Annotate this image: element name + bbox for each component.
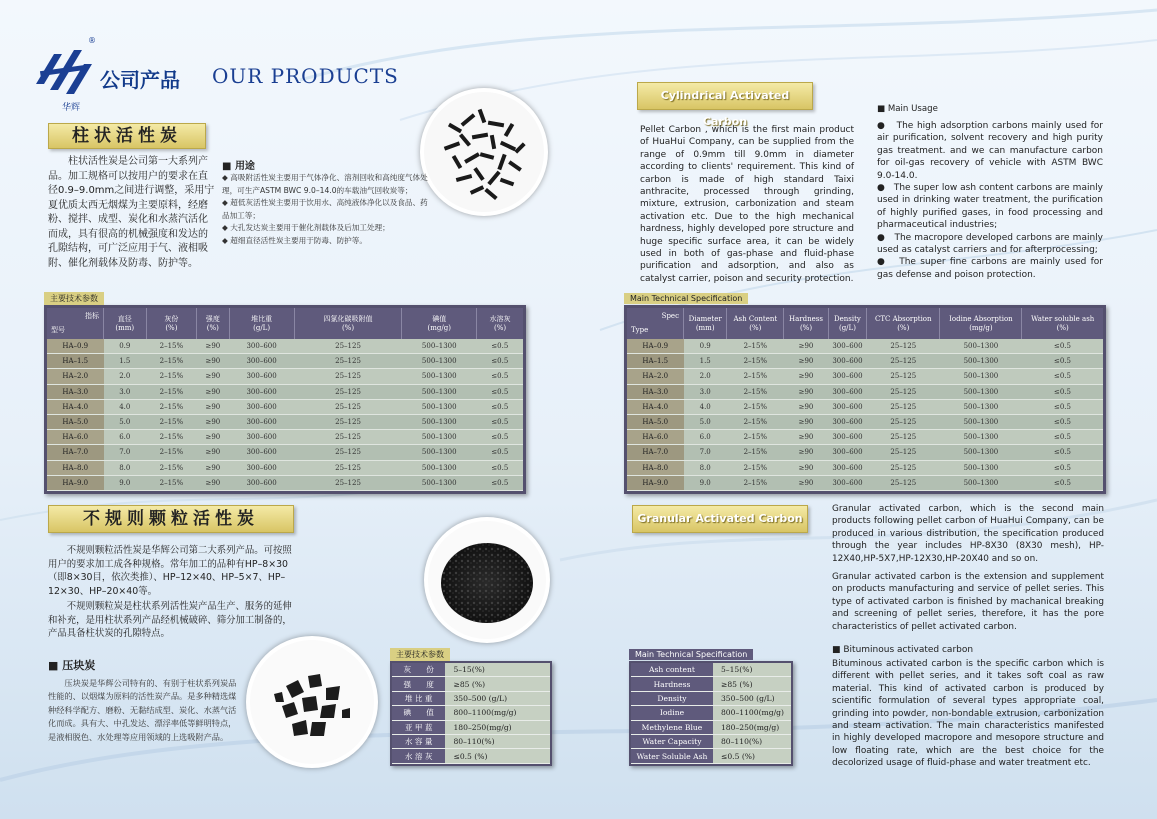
pellet-desc-cn: 柱状活性炭是公司第一大系列产品。加工规格可以按用户的要求在直径0.9–9.0mm之间进行调整，采用宁夏优质太西无烟煤为主要原料，经磨粉、搅拌、成型、炭化和水蒸汽活化而成，具有很高的机械强度和发达的孔隙结构，可广泛应用于气、液相吸附、催化剂载体及防毒、防护等。 [48,156,215,269]
param-value-cell: 5–15(%) [713,663,791,677]
pellet-desc-en: Pellet Carbon , which is the first main product of HuaHui Company, can be supplied from the range of 0.9mm till 9.0mm in diameter according to clients' requirement. This kind of carbon is made of high standard Taixi anthracite, processed through grinding, mixture, extrusion, carbonization and steam activation etc. Due to the high mechanical hardness, highly developed pore structure and huge specific surface area, it can be widely used in both of gas-phase and fluid-phase purification and adsorption, and also as catalyst carrier, poison and security protection. [640,125,854,284]
value-cell: 2–15% [146,475,197,490]
value-cell: 2–15% [727,460,784,475]
type-cell: HA–1.5 [47,354,104,369]
type-cell: HA–9.0 [627,475,684,490]
square-bullet-icon: ■ [48,659,63,672]
table-row [47,339,523,354]
param-value-cell: 80–110(%) [713,734,791,748]
value-cell: 25–125 [294,384,402,399]
value-cell: 25–125 [867,460,940,475]
value-cell: 7.0 [104,445,147,460]
value-cell: 500–1300 [402,445,477,460]
value-cell: ≥90 [784,399,828,414]
pellet-carbon-image [420,88,548,216]
granular-desc2-en: Granular activated carbon is the extension and supplement on products manufacturing and service of pellet series. This type of activated carbon is finished by machanical breaking and screening of pellet series, therefore, it has the pore characteristics of pellet activated carbon. [832,572,1104,632]
value-cell: 2.0 [684,369,727,384]
value-cell: 500–1300 [940,460,1022,475]
uses-heading-cn: 用途 [234,161,255,172]
value-cell: 300–600 [229,430,294,445]
spec-table-body [47,339,523,490]
table-row [631,734,791,748]
value-cell: 25–125 [294,399,402,414]
value-cell: 2–15% [146,339,197,354]
table-row [627,399,1103,414]
briquette-carbon-image [246,636,378,768]
pellet-spec-table-en [624,286,1106,494]
param-name-cell: Iodine [631,706,713,720]
table-row [47,414,523,429]
value-cell: 2–15% [727,354,784,369]
pellet-uses-cn [222,157,432,248]
value-cell: 25–125 [867,399,940,414]
value-cell: 2–15% [727,339,784,354]
param-name-cell: Water Capacity [631,734,713,748]
value-cell: 9.0 [684,475,727,490]
corner-top-en: Spec [661,312,679,320]
value-cell: 300–600 [828,430,866,445]
value-cell: 25–125 [867,339,940,354]
type-cell: HA–9.0 [47,475,104,490]
value-cell: 500–1300 [402,384,477,399]
use-item-en: ● The macropore developed carbons are mainly used as catalyst carriers and for afterprocessing; [877,232,1103,256]
col-header: Density (g/L) [828,308,866,339]
corner-bottom-cn: 型号 [51,326,65,334]
value-cell: 9.0 [104,475,147,490]
col-header: 强度 (%) [197,308,229,339]
value-cell: ≤0.5 [1022,475,1103,490]
value-cell: ≥90 [197,460,229,475]
value-cell: ≥90 [784,460,828,475]
value-cell: 25–125 [294,445,402,460]
value-cell: 300–600 [828,460,866,475]
value-cell: 500–1300 [940,430,1022,445]
value-cell: 2.0 [104,369,147,384]
pellet-title-cn: 柱状活性炭 [48,123,206,149]
value-cell: ≤0.5 [477,339,523,354]
value-cell: 25–125 [294,430,402,445]
type-cell: HA–0.9 [47,339,104,354]
table-row [47,445,523,460]
value-cell: 300–600 [229,445,294,460]
value-cell: 0.9 [684,339,727,354]
use-item-cn: ◆ 高吸附活性炭主要用于气体净化、溶剂回收和高纯度气体处理，可生产ASTM BWC 9.0–14.0的车载油气回收炭等； [222,173,428,195]
table-row [627,445,1103,460]
value-cell: 2–15% [146,430,197,445]
value-cell: 500–1300 [940,339,1022,354]
value-cell: 25–125 [294,475,402,490]
value-cell: 300–600 [828,384,866,399]
table-row [631,663,791,677]
value-cell: 25–125 [294,339,402,354]
granular-desc1-en: Granular activated carbon, which is the second main products following pellet carbon of HuaHui Company, can be produced in various distribution, the specification produced through the year includes HP-8X30 (8X30 mesh), HP-12X40,HP-5X7,HP-12X30,HP-20X40 and so on. [832,504,1104,564]
table-row [47,399,523,414]
pellet-uses-en [877,104,1103,281]
value-cell: 300–600 [229,399,294,414]
param-value-cell: 800–1100(mg/g) [445,706,550,720]
value-cell: ≤0.5 [1022,384,1103,399]
param-name-cell: Density [631,691,713,705]
value-cell: 25–125 [867,445,940,460]
table-row [627,430,1103,445]
value-cell: 500–1300 [402,414,477,429]
logo-english-title: OUR PRODUCTS [212,64,399,88]
corner-bottom-en: Type [631,326,649,334]
table-row [627,339,1103,354]
use-item-en: ● The super low ash content carbons are mainly used in drinking water treatment, the purification of highly purified gases, in food processing and pharmaceutical industries; [877,183,1103,231]
value-cell: 2–15% [146,460,197,475]
value-cell: ≥90 [784,354,828,369]
uses-heading-en: Main Usage [887,104,938,114]
table-row [392,677,550,691]
table-caption-en: Main Technical Specification [624,293,748,304]
table-row [47,384,523,399]
value-cell: 4.0 [104,399,147,414]
table-row [631,691,791,705]
pellet-spec-table-cn [44,286,526,494]
value-cell: ≥90 [197,354,229,369]
type-cell: HA–8.0 [47,460,104,475]
registered-mark: ® [88,36,96,45]
value-cell: 25–125 [294,354,402,369]
param-name-cell: 水 容 量 [392,734,445,748]
kv-table-body [631,663,791,763]
value-cell: ≥90 [784,414,828,429]
type-cell: HA–8.0 [627,460,684,475]
table-row [631,706,791,720]
briquette-section-cn [48,657,238,744]
value-cell: ≥90 [197,399,229,414]
type-cell: HA–2.0 [47,369,104,384]
value-cell: 2–15% [727,384,784,399]
use-item-cn: ◆ 大孔发达炭主要用于催化剂载体及后加工处理； [222,223,390,233]
value-cell: 300–600 [229,339,294,354]
type-cell: HA–2.0 [627,369,684,384]
value-cell: 2–15% [146,399,197,414]
value-cell: ≥90 [784,339,828,354]
type-cell: HA–3.0 [47,384,104,399]
value-cell: 300–600 [229,354,294,369]
col-header: 灰份 (%) [146,308,197,339]
value-cell: ≥90 [784,475,828,490]
col-header: 碘值 (mg/g) [402,308,477,339]
param-value-cell: 5–15(%) [445,663,550,677]
value-cell: 500–1300 [940,399,1022,414]
type-cell: HA–1.5 [627,354,684,369]
value-cell: ≥90 [197,369,229,384]
table-row [631,720,791,734]
value-cell: 2–15% [146,414,197,429]
granular-desc1-cn: 不规则颗粒活性炭是华辉公司第二大系列产品。可按照用户的要求加工成各种规格。常年加工的品种有HP–8×30（即8×30目，依次类推）、HP–12×40、HP–5×7、HP–12×30、HP–20×40等。 [48,545,292,597]
table-row [392,720,550,734]
col-header: 四氯化碳吸附值 (%) [294,308,402,339]
col-header: Hardness (%) [784,308,828,339]
table-row [392,691,550,705]
briquette-desc-cn: 压块炭是华辉公司特有的、有别于柱状系列炭品性能的、以烟煤为原料的活性炭产品。是多种精选煤种经科学配方、磨粉、无黏结成型、炭化、水蒸气活化而成。具有大、中孔发达、漂浮率低等鲜明特点，是液相脱色、水处理等应用领域的上选吸附产品。 [48,678,237,742]
table-row [47,430,523,445]
value-cell: 300–600 [229,414,294,429]
value-cell: 2–15% [727,430,784,445]
param-value-cell: 800–1100(mg/g) [713,706,791,720]
value-cell: 500–1300 [940,445,1022,460]
value-cell: ≥90 [197,339,229,354]
param-value-cell: 350–500 (g/L) [445,691,550,705]
param-value-cell: 80–110(%) [445,734,550,748]
use-item-cn: ◆ 超细直径活性炭主要用于防毒、防护等。 [222,235,367,245]
value-cell: 6.0 [684,430,727,445]
value-cell: ≤0.5 [1022,430,1103,445]
table-row [47,369,523,384]
value-cell: 500–1300 [402,354,477,369]
param-name-cell: 亚 甲 蓝 [392,720,445,734]
value-cell: ≥90 [197,445,229,460]
value-cell: 2–15% [146,445,197,460]
granular-carbon-image [424,517,550,643]
value-cell: ≤0.5 [1022,414,1103,429]
square-bullet-icon: ■ [222,161,235,172]
type-cell: HA–5.0 [47,414,104,429]
param-name-cell: 水 溶 灰 [392,749,445,763]
spec-table-body [627,339,1103,490]
value-cell: 300–600 [828,475,866,490]
value-cell: 2–15% [146,369,197,384]
granular-title-cn: 不规则颗粒活性炭 [48,505,294,533]
value-cell: 300–600 [229,369,294,384]
value-cell: 25–125 [867,369,940,384]
bituminous-desc-en: Bituminous activated carbon is the specific carbon which is different with pellet series, and it takes soft coal as raw material. This kind of activated carbon is produced by scientific formulation of several types appropriate coal, grinding into powder, non-bondable extrusion, carbonization and steam activation. The main characteristics manifested in highly developed macropore and mesopore structure and low floating rate, which are the best choice for the decolorized usage of fluid-phase and water treatment etc. [832,659,1104,769]
value-cell: 25–125 [867,414,940,429]
value-cell: 2–15% [146,384,197,399]
value-cell: ≤0.5 [477,460,523,475]
value-cell: 300–600 [229,384,294,399]
value-cell: ≤0.5 [477,369,523,384]
value-cell: 300–600 [229,475,294,490]
value-cell: ≥90 [784,445,828,460]
value-cell: ≥90 [197,414,229,429]
type-cell: HA–7.0 [627,445,684,460]
param-value-cell: 180–250(mg/g) [445,720,550,734]
value-cell: ≤0.5 [477,354,523,369]
table-row [631,749,791,763]
param-name-cell: 碘 值 [392,706,445,720]
value-cell: 500–1300 [402,369,477,384]
value-cell: 1.5 [104,354,147,369]
briquette-carbon-photo [246,636,378,768]
param-name-cell: Methylene Blue [631,720,713,734]
col-header: Iodine Absorption (mg/g) [940,308,1022,339]
value-cell: 8.0 [104,460,147,475]
value-cell: 500–1300 [402,460,477,475]
param-value-cell: ≥85 (%) [713,677,791,691]
value-cell: ≤0.5 [1022,399,1103,414]
value-cell: 0.9 [104,339,147,354]
type-cell: HA–4.0 [47,399,104,414]
col-header: 水溶灰 (%) [477,308,523,339]
value-cell: 500–1300 [940,369,1022,384]
table-row [47,354,523,369]
granular-spec-table-cn [390,642,552,766]
col-header: Ash Content (%) [727,308,784,339]
col-header: CTC Absorption (%) [867,308,940,339]
granular-desc2-cn: 不规则颗粒炭是柱状系列活性炭产品生产、服务的延伸和补充，是用柱状系列产品经机械破碎、筛分加工制备的，产品具备柱状炭的孔隙特点。 [48,601,292,640]
table-row [627,475,1103,490]
table-row [392,734,550,748]
value-cell: ≥90 [784,384,828,399]
table-caption-cn: 主要技术参数 [44,292,104,305]
value-cell: 300–600 [828,354,866,369]
value-cell: 4.0 [684,399,727,414]
value-cell: ≤0.5 [1022,445,1103,460]
param-value-cell: ≥85 (%) [445,677,550,691]
type-cell: HA–6.0 [627,430,684,445]
value-cell: 500–1300 [402,430,477,445]
kv-table-body [392,663,550,763]
type-cell: HA–4.0 [627,399,684,414]
value-cell: 2–15% [727,445,784,460]
value-cell: ≤0.5 [477,399,523,414]
value-cell: 25–125 [867,354,940,369]
value-cell: 500–1300 [402,339,477,354]
value-cell: 5.0 [684,414,727,429]
table-row [47,460,523,475]
value-cell: 25–125 [294,414,402,429]
granular-carbon-photo [424,517,550,643]
col-header: 直径 (mm) [104,308,147,339]
bituminous-section-en [832,645,1104,770]
value-cell: 2–15% [727,414,784,429]
value-cell: 500–1300 [940,475,1022,490]
value-cell: ≤0.5 [1022,369,1103,384]
use-item-en: ● The high adsorption carbons mainly used for air purification, solvent recovery and high purity gas treatment. and we can manufacture carbon for oil-gas recovery of vehicle with ASTM BWC 9.0-14.0. [877,121,1103,181]
logo-subtitle: 华辉 [62,103,81,113]
value-cell: 3.0 [104,384,147,399]
param-name-cell: Hardness [631,677,713,691]
value-cell: 25–125 [867,384,940,399]
param-value-cell: 180–250(mg/g) [713,720,791,734]
value-cell: 300–600 [229,460,294,475]
value-cell: 300–600 [828,369,866,384]
param-name-cell: 强 度 [392,677,445,691]
value-cell: ≤0.5 [477,430,523,445]
param-name-cell: 灰 份 [392,663,445,677]
param-value-cell: ≤0.5 (%) [713,749,791,763]
type-cell: HA–3.0 [627,384,684,399]
value-cell: 25–125 [294,369,402,384]
type-cell: HA–0.9 [627,339,684,354]
value-cell: 500–1300 [940,384,1022,399]
value-cell: ≥90 [197,384,229,399]
type-cell: HA–7.0 [47,445,104,460]
granular-title-en: Granular Activated Carbon [632,505,808,533]
value-cell: ≥90 [197,475,229,490]
value-cell: ≤0.5 [477,384,523,399]
table-row [392,749,550,763]
value-cell: 2–15% [727,475,784,490]
table-row [627,414,1103,429]
value-cell: 300–600 [828,339,866,354]
value-cell: 25–125 [867,475,940,490]
param-name-cell: 堆 比 重 [392,691,445,705]
value-cell: 2–15% [727,369,784,384]
table-row [627,369,1103,384]
value-cell: ≥90 [784,430,828,445]
table-row [627,460,1103,475]
value-cell: 500–1300 [940,414,1022,429]
value-cell: 8.0 [684,460,727,475]
value-cell: ≥90 [197,430,229,445]
value-cell: 5.0 [104,414,147,429]
value-cell: 500–1300 [402,399,477,414]
value-cell: 2–15% [146,354,197,369]
value-cell: 300–600 [828,414,866,429]
value-cell: ≤0.5 [1022,354,1103,369]
square-bullet-icon: ■ [832,645,844,655]
value-cell: 300–600 [828,445,866,460]
use-item-en: ● The super fine carbons are mainly used for gas defense and poison protection. [877,257,1104,280]
value-cell: 7.0 [684,445,727,460]
table-row [392,663,550,677]
param-name-cell: Water Soluble Ash [631,749,713,763]
square-bullet-icon: ■ [877,104,888,114]
param-name-cell: Ash content [631,663,713,677]
value-cell: ≤0.5 [477,445,523,460]
value-cell: 500–1300 [940,354,1022,369]
value-cell: 2–15% [727,399,784,414]
value-cell: ≤0.5 [1022,460,1103,475]
value-cell: 1.5 [684,354,727,369]
value-cell: ≤0.5 [1022,339,1103,354]
pellet-title-en: Cylindrical Activated Carbon [637,82,813,110]
value-cell: 25–125 [294,460,402,475]
value-cell: 25–125 [867,430,940,445]
table-row [627,354,1103,369]
logo-chinese-title: 公司产品 [100,68,180,92]
col-header: Diameter (mm) [684,308,727,339]
type-cell: HA–5.0 [627,414,684,429]
value-cell: 3.0 [684,384,727,399]
table-row [631,677,791,691]
param-value-cell: 350–500 (g/L) [713,691,791,705]
type-cell: HA–6.0 [47,430,104,445]
col-header: 堆比重 (g/L) [229,308,294,339]
param-value-cell: ≤0.5 (%) [445,749,550,763]
table-row [627,384,1103,399]
value-cell: 6.0 [104,430,147,445]
value-cell: 300–600 [828,399,866,414]
bituminous-heading-en: Bituminous activated carbon [843,645,974,655]
value-cell: ≤0.5 [477,414,523,429]
table-caption-en: Main Technical Specification [629,649,753,660]
value-cell: 500–1300 [402,475,477,490]
pellet-carbon-photo [420,88,548,216]
col-header: Water soluble ash (%) [1022,308,1103,339]
value-cell: ≤0.5 [477,475,523,490]
use-item-cn: ◆ 超低灰活性炭主要用于饮用水、高纯液体净化以及食品、药品加工等； [222,198,428,220]
granular-spec-table-en [629,642,793,766]
table-caption-cn: 主要技术参数 [390,648,450,661]
corner-top-cn: 指标 [85,312,99,320]
value-cell: ≥90 [784,369,828,384]
company-logo-icon [30,40,96,104]
table-row [47,475,523,490]
table-row [392,706,550,720]
briquette-heading-cn: 压块炭 [62,659,96,672]
